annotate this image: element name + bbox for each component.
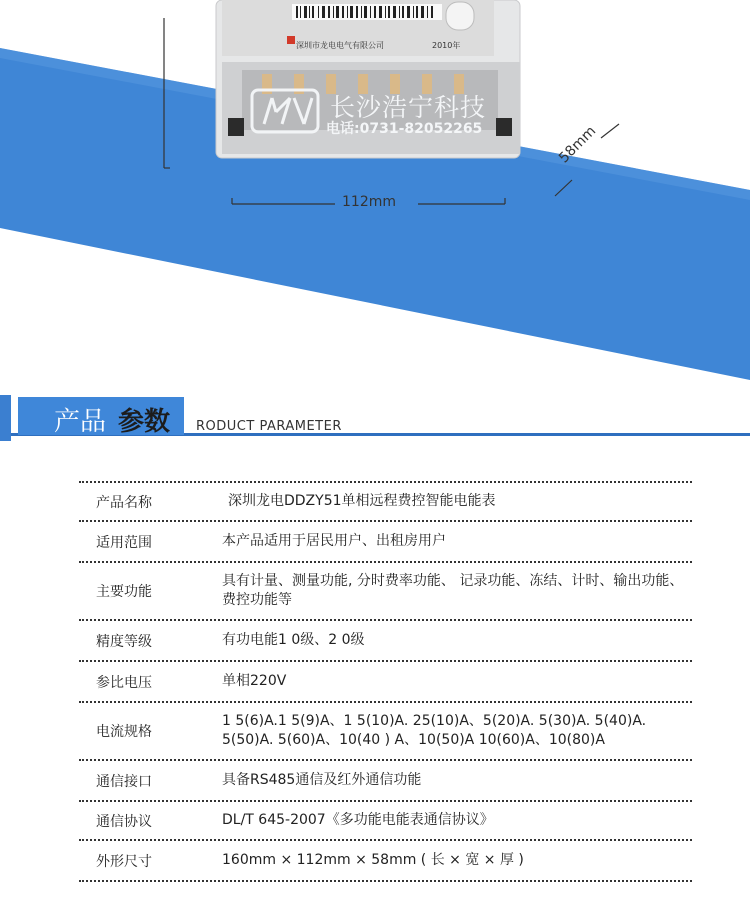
- param-value: [214, 712, 692, 750]
- param-value-line: 具有计量、测量功能, 分时费率功能、 记录功能、冻结、计时、输出功能、: [222, 573, 684, 589]
- param-label: 精度等级: [96, 633, 152, 650]
- width-dimension: 112mm: [342, 194, 396, 210]
- param-label: 外形尺寸: [96, 853, 152, 870]
- table-row: [79, 563, 692, 621]
- param-value: 单相220V: [222, 673, 287, 689]
- param-value: 本产品适用于居民用户、出租房用户: [222, 533, 446, 549]
- year-label: 2010年: [432, 41, 461, 50]
- depth-dimension: 58mm: [556, 123, 600, 167]
- param-label: 电流规格: [96, 724, 152, 740]
- manufacturer-label: 深圳市龙电电气有限公司: [296, 41, 384, 50]
- param-label: 通信接口: [96, 773, 152, 790]
- param-value: 具备RS485通信及红外通信功能: [222, 772, 422, 788]
- brand-logo-icon: [287, 36, 295, 44]
- section-title-part1: 产品: [54, 407, 107, 437]
- table-row: [79, 522, 692, 563]
- param-value-line: 费控功能等: [222, 592, 292, 608]
- param-label: 产品名称: [96, 494, 152, 511]
- company-phone: 电话:0731-82052265: [326, 121, 483, 137]
- header-accent-bar: [0, 395, 11, 441]
- section-header: [0, 395, 750, 445]
- param-value: [214, 572, 692, 610]
- table-row: [79, 761, 692, 802]
- param-label: 主要功能: [96, 584, 152, 600]
- parameter-table: [79, 481, 692, 882]
- table-row: [79, 662, 692, 703]
- table-row: [79, 703, 692, 761]
- table-row: [79, 621, 692, 662]
- param-value: 深圳龙电DDZY51单相远程费控智能电能表: [228, 493, 496, 509]
- product-image: [0, 0, 750, 380]
- table-row: [79, 481, 692, 522]
- meter-button-icon: [446, 2, 474, 30]
- company-name: 长沙浩宁科技: [330, 93, 487, 122]
- param-label: 适用范围: [96, 534, 152, 551]
- table-row: [79, 841, 692, 882]
- param-value: 160mm × 112mm × 58mm ( 长 × 宽 × 厚 ): [222, 852, 524, 868]
- table-row: [79, 802, 692, 841]
- param-value-line: 5(50)A. 5(60)A、10(40 ) A、10(50)A 10(60)A、10(80)A: [222, 732, 605, 748]
- param-label: 参比电压: [96, 674, 152, 691]
- param-value: 有功电能1 0级、2 0级: [222, 632, 365, 648]
- product-illustration: [0, 0, 750, 380]
- section-title-part2: 参数: [118, 407, 171, 437]
- section-subtitle: RODUCT PARAMETER: [196, 419, 342, 434]
- param-value: DL/T 645-2007《多功能电能表通信协议》: [222, 812, 494, 828]
- param-value-line: 1 5(6)A.1 5(9)A、1 5(10)A. 25(10)A、5(20)A. 5(30)A. 5(40)A.: [222, 713, 647, 729]
- param-label: 通信协议: [96, 813, 152, 830]
